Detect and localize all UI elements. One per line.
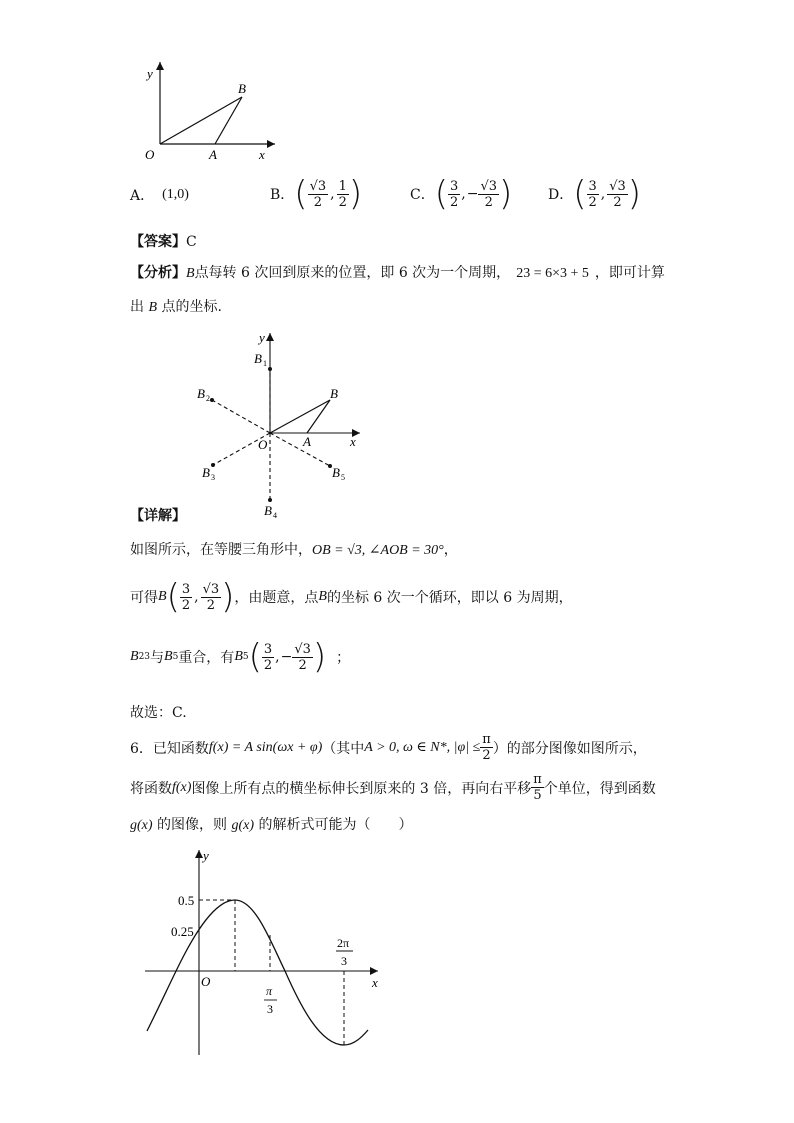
option-a[interactable] (130, 185, 189, 205)
fig2-b4-sub: 4 (273, 511, 277, 520)
fig2-b4-label: B (264, 503, 272, 518)
fig3-tick-2pi3-num: 2π (337, 936, 350, 950)
q6-number: 6．已知函数 (130, 740, 209, 757)
detail-label: 【详解】 (130, 508, 186, 524)
analysis-line-2: 出 B 点的坐标. (130, 299, 222, 315)
q6-function: f(x) = A sin(ωx + φ) (208, 739, 323, 755)
option-b-n1: √3 (309, 178, 327, 194)
fig2-b5-sub: 5 (341, 473, 345, 482)
detail-line-1: 如图所示，在等腰三角形中，OB = √3, ∠AOB = 30°， (130, 542, 458, 558)
q6-line-2: 将函数 f(x) 图像上所有点的横坐标伸长到原来的 3 倍，再向右平移 $\frac{\pi}{5}$ 个单位，得到函数 (130, 772, 656, 803)
fig2-b1-label: B (254, 351, 262, 366)
fig1-origin-label: O (145, 147, 155, 162)
choose-line (130, 703, 187, 723)
figure-rotation-diagram (190, 325, 380, 520)
fig2-b1-sub: 1 (263, 359, 267, 368)
option-c-label: C． (410, 187, 435, 203)
fig3-tick-pi3-num: π (266, 984, 273, 998)
detail-condition: OB = √3, ∠AOB = 30° (312, 543, 444, 558)
fig2-x-label: x (350, 434, 356, 449)
figure-triangle-oab (135, 60, 280, 165)
fig3-x-label: x (372, 975, 378, 990)
option-b-d1: 2 (313, 194, 322, 210)
option-c[interactable]: C． ( $\frac{3}{2}$ , − $\frac{√3}{2}$ ) (410, 174, 513, 214)
sine-curve (147, 900, 368, 1045)
fig3-tick-025: 0.25 (171, 924, 194, 939)
analysis-equation: 23 = 6×3 + 5 (516, 266, 589, 281)
fig3-origin-label: O (201, 974, 211, 989)
detail-line-3: B 23 与 B 5 重合，有 B 5 ( $\frac{3}{2}$ , − $\frac{√3}{2}$ ) ； (130, 637, 351, 677)
fig3-tick-pi3-den: 3 (267, 1002, 273, 1016)
analysis-line-1: 【分析】B点每转 6 次回到原来的位置，即 6 次为一个周期， 23 = 6×3 + 5 ，即可计算 (130, 265, 665, 281)
option-d-d2: 2 (613, 194, 622, 210)
option-d[interactable]: D． ( $\frac{3}{2}$ , $\frac{√3}{2}$ ) (548, 174, 642, 214)
fig1-point-a-label: A (209, 147, 217, 162)
option-b-n2: 1 (338, 178, 347, 194)
fig1-x-label: x (259, 147, 265, 162)
option-d-d1: 2 (588, 194, 597, 210)
fig3-tick-05: 0.5 (178, 893, 195, 908)
fig1-y-label: y (147, 66, 153, 81)
answer-value: C (186, 234, 197, 250)
fig2-point-a-label: A (303, 434, 311, 449)
option-d-n1: 3 (588, 178, 597, 194)
fig1-point-b-label: B (238, 81, 246, 96)
option-b-d2: 2 (338, 194, 347, 210)
option-a-value: (1,0) (162, 187, 189, 202)
option-c-d2: 2 (484, 194, 493, 210)
fig2-origin-label: O (258, 437, 268, 452)
answer-line (130, 232, 197, 252)
option-a-label: A． (130, 188, 155, 204)
fig2-point-b-label: B (330, 386, 338, 401)
analysis-label: 【分析】 (130, 265, 186, 281)
detail-heading (130, 506, 186, 526)
option-c-n2: √3 (480, 178, 498, 194)
answer-label: 【答案】 (130, 234, 186, 250)
option-c-n1: 3 (449, 178, 459, 194)
fig2-b3-label: B (202, 465, 210, 480)
option-d-n2: √3 (609, 178, 626, 194)
option-c-d1: 2 (449, 194, 459, 210)
option-b[interactable]: B． ( $\frac{√3}{2}$ , $\frac{1}{2}$ ) (270, 174, 363, 214)
fig3-y-label: y (203, 848, 209, 863)
fig2-b3-sub: 3 (211, 473, 215, 482)
fig2-y-label: y (259, 330, 265, 345)
fig3-tick-2pi3-den: 3 (341, 954, 347, 968)
fig2-b5-label: B (332, 465, 340, 480)
choose-text: 故选：C. (130, 705, 187, 721)
figure-sine-graph (140, 845, 390, 1060)
q6-line-1: 6．已知函数 f(x) = A sin(ωx + φ) （其中 A > 0, ω ∈ N*, |φ| ≤ $\frac{\pi}{2}$ ）的部分图像如图所示， (130, 732, 647, 763)
detail-line-2: 可得 B ( $\frac{3}{2}$ , $\frac{√3}{2}$ ) ，由题意，点 B 的坐标 6 次一个循环，即以 6 为周期， (130, 577, 573, 617)
q6-line-3: g(x) 的图像，则 g(x) 的解析式可能为（ ） (130, 817, 413, 833)
option-c-sign: − (466, 186, 479, 202)
option-d-label: D． (548, 187, 574, 203)
option-b-label: B． (270, 187, 295, 203)
fig2-b2-sub: 2 (206, 394, 210, 403)
fig2-b2-label: B (197, 386, 205, 401)
